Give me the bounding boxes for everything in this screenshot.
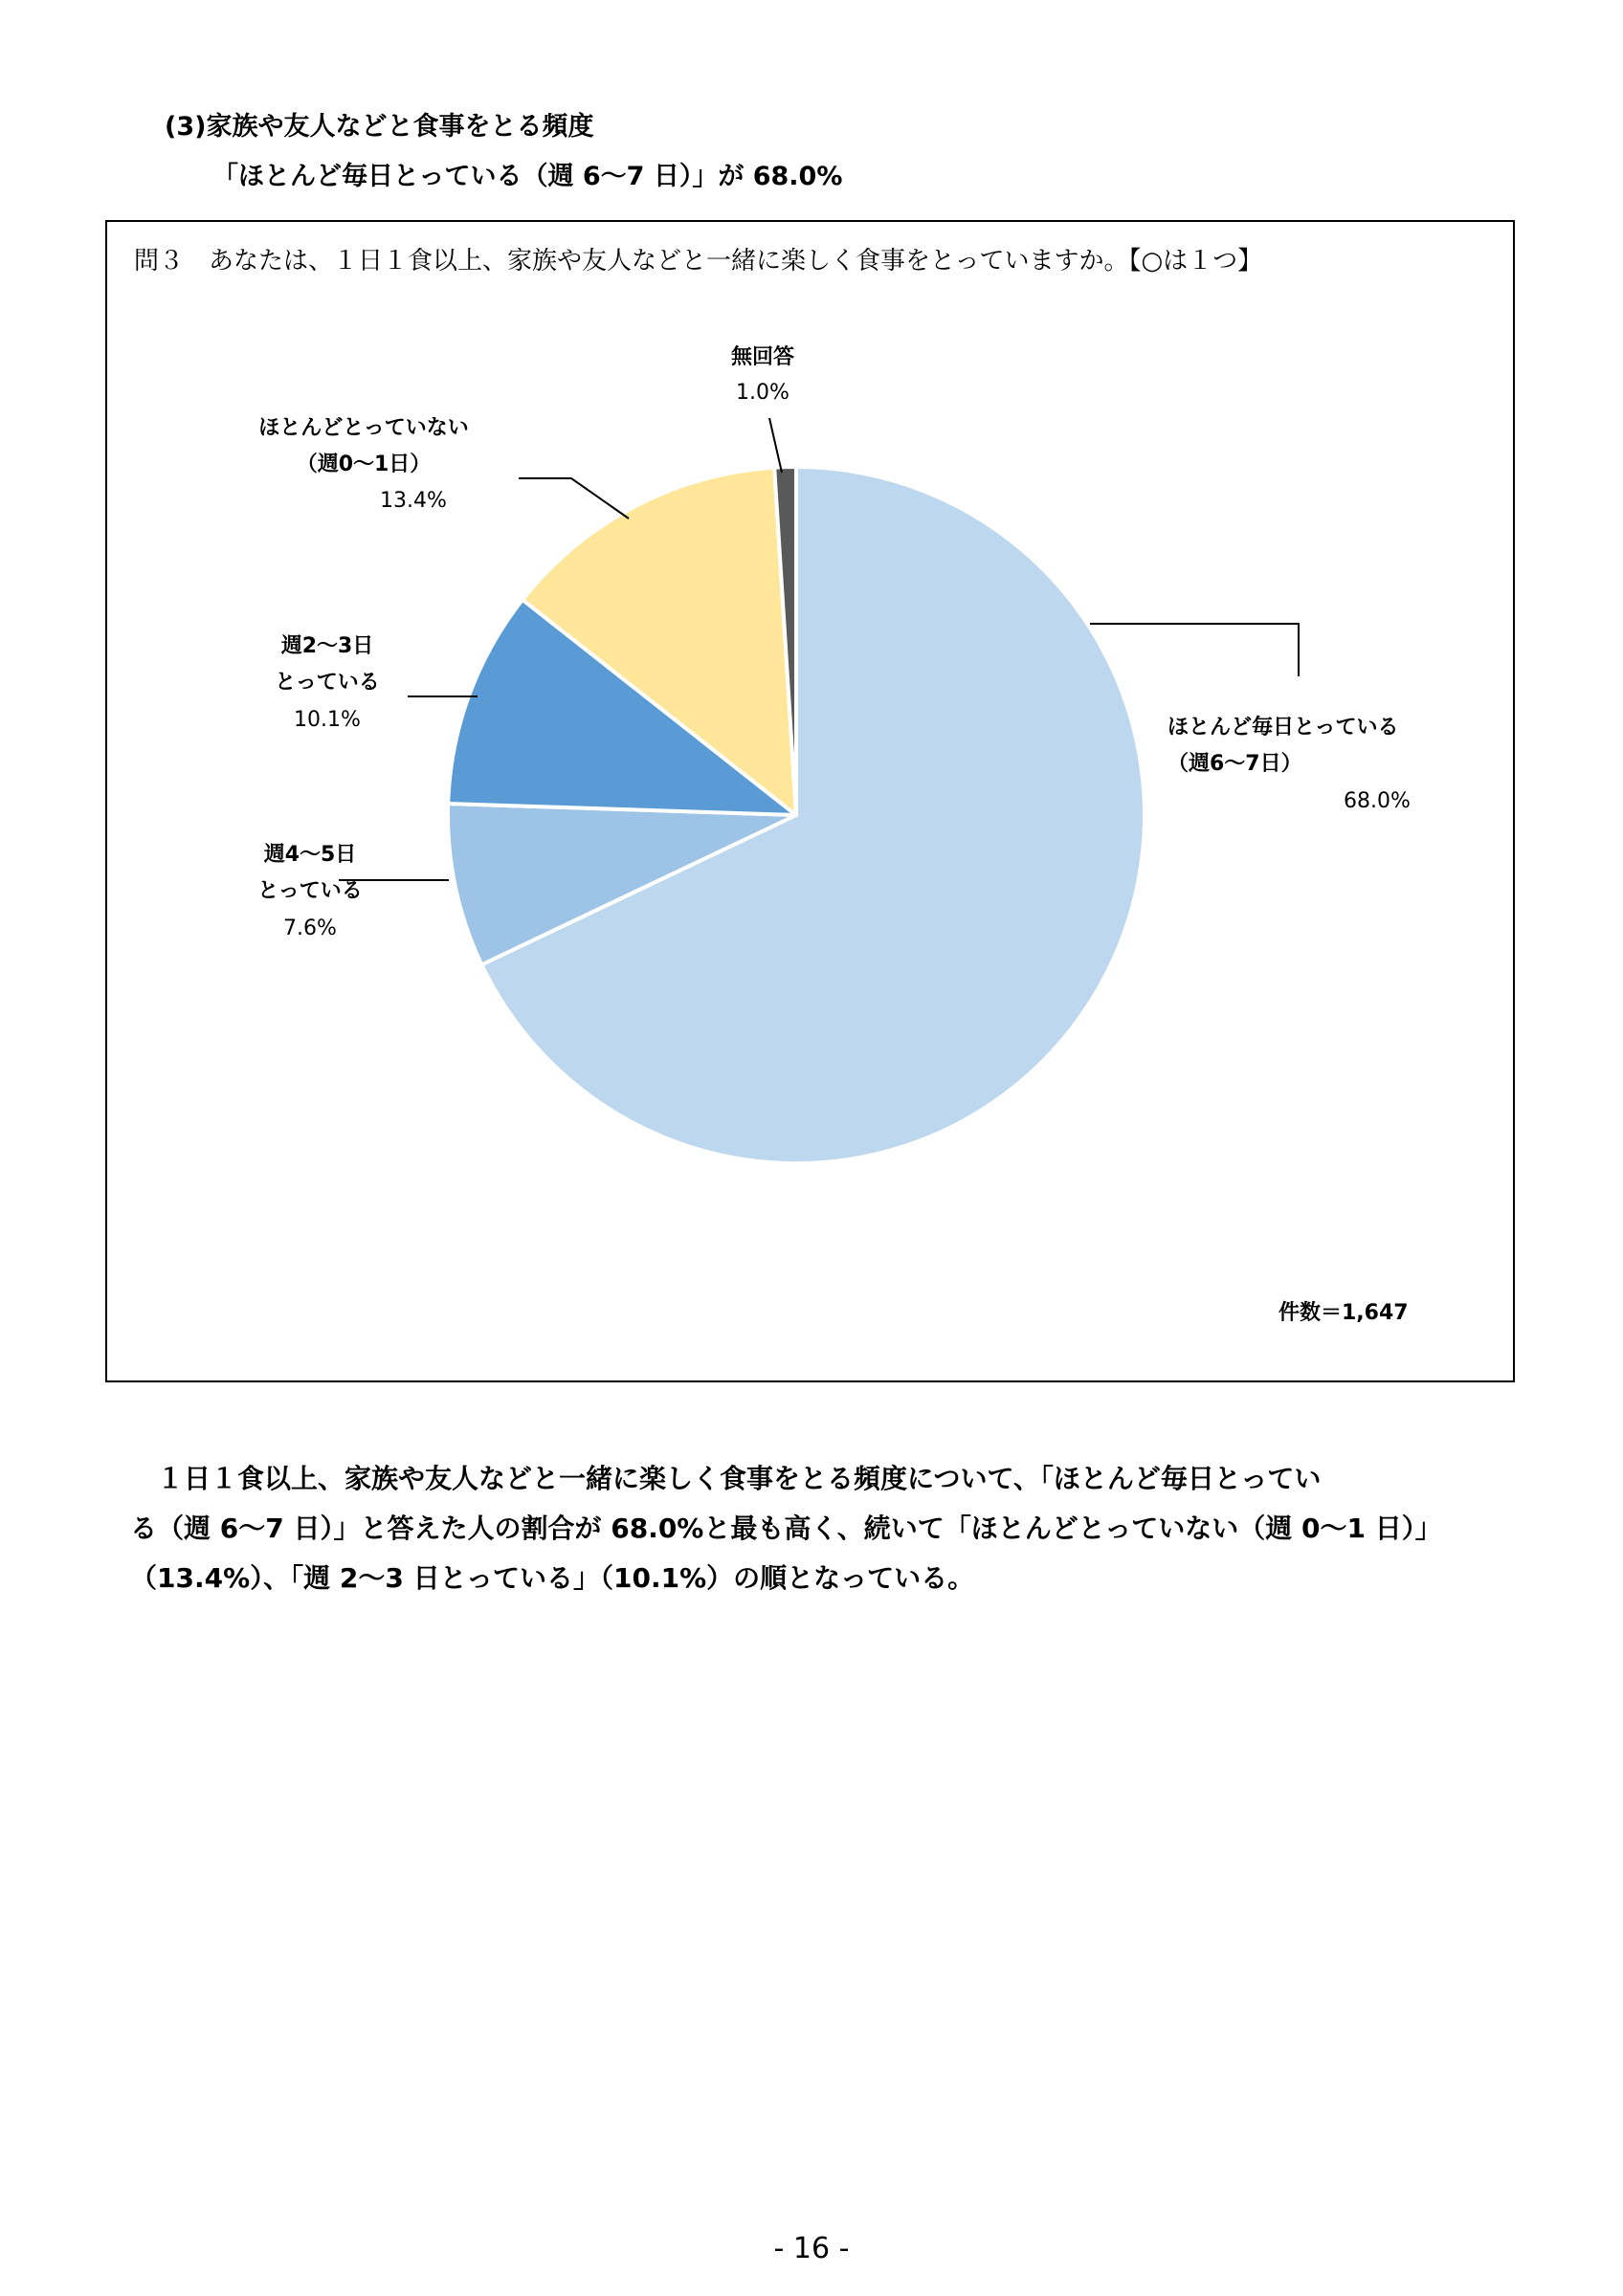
body-line-1: １日１食以上、家族や友人などと一緒に楽しく食事をとる頻度について、「ほとんど毎日とってい [157,1463,1322,1494]
slice-label-5-line-1: 無回答 [730,345,795,369]
slice-label-4-line-2: （週0～1日） [296,453,432,476]
slice-label-3-line-1: 週2～3日 [280,634,374,658]
slice-value-label-5: 1.0% [736,381,789,405]
slice-label-1-line-2: （週6～7日） [1167,752,1302,776]
slice-label-1-line-1: ほとんど毎日とっている [1167,716,1399,740]
leader-line-4 [519,478,629,519]
figure-box [105,220,1515,1382]
slice-label-4-line-1: ほとんどとっていない [258,416,469,440]
pie-chart [107,222,1513,1380]
slice-label-3-line-2: とっている [275,671,380,695]
slice-label-2-line-2: とっている [257,879,363,903]
leader-line-5 [769,418,782,473]
leader-line-1 [1090,624,1299,676]
section-subheading: 「ほとんど毎日とっている（週 6～7 日）」が 68.0% [212,162,843,191]
slice-value-label-3: 10.1% [294,708,361,732]
slice-value-label-2: 7.6% [283,916,337,940]
page-number: - 16 - [773,2232,850,2265]
slice-value-label-4: 13.4% [380,489,447,513]
body-line-2: る（週 6～7 日）」と答えた人の割合が 68.0%と最も高く、続いて「ほとんどとっていない（週 0～1 日）」 [130,1512,1442,1544]
slice-value-label-1: 68.0% [1344,789,1411,813]
body-line-3: （13.4%）、「週 2～3 日とっている」（10.1%）の順となっている。 [130,1562,975,1594]
sample-count: 件数＝1,647 [1278,1301,1409,1325]
section-heading: (3)家族や友人などと食事をとる頻度 [165,112,594,142]
body-paragraph [130,1454,1489,1603]
slice-label-2-line-1: 週4～5日 [263,843,357,867]
question-text: 問３ あなたは、１日１食以上、家族や友人などと一緒に楽しく食事をとっていますか。【○は１つ】 [134,247,1263,276]
